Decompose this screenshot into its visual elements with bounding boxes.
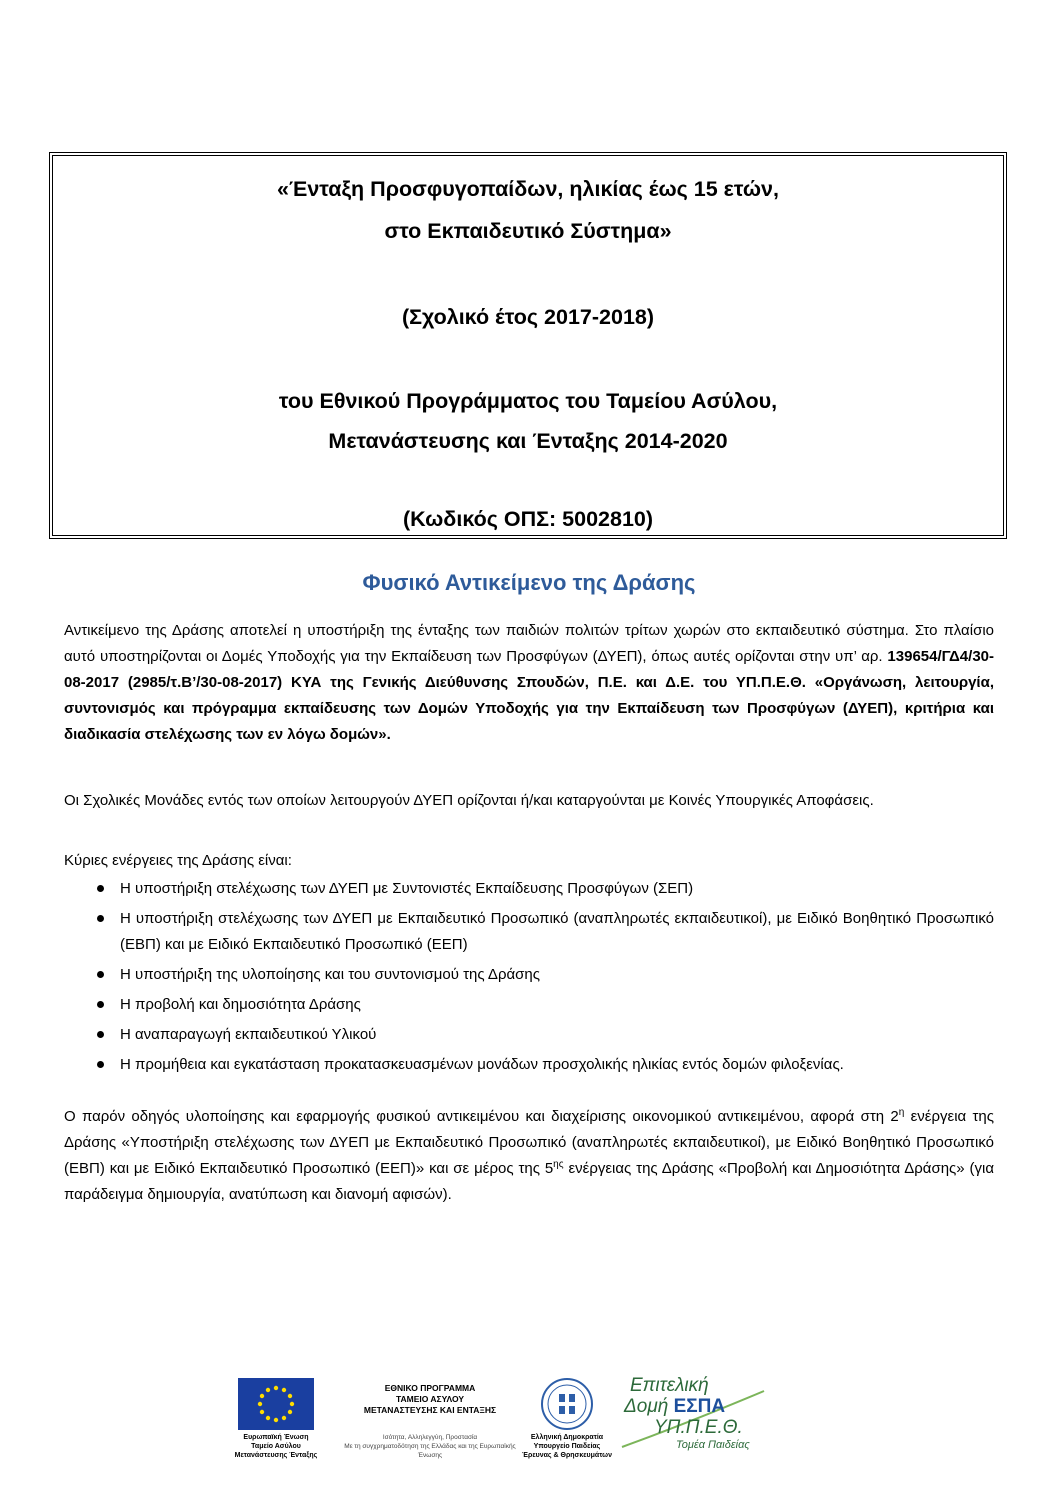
actions-list	[64, 876, 994, 1082]
eu-stars-icon	[238, 1378, 314, 1430]
title-line-2: στο Εκπαιδευτικό Σύστημα»	[384, 219, 672, 243]
ops-code: (Κωδικός ΟΠΣ: 5002810)	[402, 507, 654, 531]
section-heading: Φυσικό Αντικείμενο της Δράσης	[362, 570, 696, 595]
bullet-icon	[97, 971, 104, 978]
espa-logo: Επιτελική Δομή ΕΣΠΑ ΥΠ.Π.Ε.Θ. Τομέα Παιδείας	[618, 1375, 768, 1465]
eu-caption: Ευρωπαϊκή Ένωση Ταμείο Ασύλου Μετανάστευσης Ένταξης	[234, 1434, 318, 1459]
paragraph-2: Οι Σχολικές Μονάδες εντός των οποίων λειτουργούν ΔΥΕΠ ορίζονται ή/και καταργούνται με Κοινές Υπουργικές Αποφάσεις.	[64, 792, 874, 809]
national-programme-subtitle: Ισότητα, Αλληλεγγύη, Προστασία Με τη συγχρηματοδότηση της Ελλάδας και της Ευρωπαϊκής Ένωσης	[344, 1434, 516, 1459]
bullet-icon	[97, 885, 104, 892]
list-item: Η αναπαραγωγή εκπαιδευτικού Υλικού	[64, 1022, 994, 1048]
bullet-icon	[97, 1001, 104, 1008]
school-year: (Σχολικό έτος 2017-2018)	[401, 305, 655, 329]
title-line-1: «Ένταξη Προσφυγοπαίδων, ηλικίας έως 15 ετών,	[277, 177, 779, 201]
list-item: Η υποστήριξη στελέχωσης των ΔΥΕΠ με Εκπαιδευτικό Προσωπικό (αναπληρωτές εκπαιδευτικοί), με Ειδικό Βοηθητικό Προσωπικό (ΕΒΠ) και με Ειδικό Εκπαιδευτικό Προσωπικό (ΕΕΠ)	[64, 906, 994, 958]
national-programme-logo: ΕΘΝΙΚΟ ΠΡΟΓΡΑΜΜΑ ΤΑΜΕΙΟ ΑΣΥΛΟΥ ΜΕΤΑΝΑΣΤΕΥΣΗΣ ΚΑΙ ΕΝΤΑΞΗΣ	[363, 1383, 497, 1415]
list-item: Η υποστήριξη στελέχωσης των ΔΥΕΠ με Συντονιστές Εκπαίδευσης Προσφύγων (ΣΕΠ)	[64, 876, 994, 902]
list-item: Η προμήθεια και εγκατάσταση προκατασκευασμένων μονάδων προσχολικής ηλικίας εντός δομών φιλοξενίας.	[64, 1052, 994, 1078]
paragraph-3: Κύριες ενέργειες της Δράσης είναι:	[64, 852, 292, 869]
paragraph-1	[64, 618, 994, 748]
paragraph-4: Ο παρόν οδηγός υλοποίησης και εφαρμογής φυσικού αντικειμένου και διαχείρισης οικονομικού αντικειμένου, αφορά στη $2^\eta$ ενέργεια της Δράσης «Υποστήριξη στελέχωσης των ΔΥΕΠ με Εκπαιδευτικό Προσωπικό (αναπληρωτές εκπαιδευτικοί), με Ειδικό Βοηθητικό Προσωπικό (ΕΒΠ) και με Ειδικό Εκπαιδευτικό Προσωπικό (ΕΕΠ)» και σε μέρος της $5^{\eta\varsigma}$ ενέργειας της Δράσης «Προβολή και Δημοσιότητα Δράσης» (για παράδειγμα δημιουργία, ανατύπωση και διανομή αφισών).	[64, 1107, 995, 1203]
title-box	[49, 152, 1007, 539]
paragraph-1-text: Αντικείμενο της Δράσης αποτελεί η υποστήριξη της ένταξης των παιδιών πολιτών τρίτων χωρών στο εκπαιδευτικό σύστημα. Στο πλαίσιο αυτό υποστηρίζονται οι Δομές Υποδοχής για την Εκπαίδευση των Προσφύγων (ΔΥΕΠ), όπως αυτές ορίζονται στην υπ’ αρ.	[64, 622, 994, 665]
footer-logos	[0, 1375, 1058, 1465]
list-item: Η προβολή και δημοσιότητα Δράσης	[64, 992, 994, 1018]
ministry-caption: Ελληνική Δημοκρατία Υπουργείο Παιδείας Έρευνας & Θρησκευμάτων	[522, 1434, 612, 1459]
bullet-icon	[97, 915, 104, 922]
programme-line-1: του Εθνικού Προγράμματος του Ταμείου Ασύλου,	[278, 389, 778, 413]
bullet-icon	[97, 1061, 104, 1068]
eu-flag-logo	[238, 1378, 314, 1430]
bullet-icon	[97, 1031, 104, 1038]
greek-emblem-icon	[540, 1377, 594, 1431]
list-item: Η υποστήριξη της υλοποίησης και του συντονισμού της Δράσης	[64, 962, 994, 988]
paragraph-1-bold: 139654/ΓΔ4/30-08-2017 (2985/τ.Β’/30-08-2017) ΚΥΑ της Γενικής Διεύθυνσης Σπουδών, Π.Ε. και Δ.Ε. του ΥΠ.Π.Ε.Θ. «Οργάνωση, λειτουργία, συντονισμός και πρόγραμμα εκπαίδευσης των Δομών Υποδοχής για την Εκπαίδευση των Προσφύγων (ΔΥΕΠ), κριτήρια και διαδικασία στελέχωσης των εν λόγω δομών».	[64, 648, 994, 743]
programme-line-2: Μετανάστευσης και Ένταξης 2014-2020	[328, 429, 728, 453]
